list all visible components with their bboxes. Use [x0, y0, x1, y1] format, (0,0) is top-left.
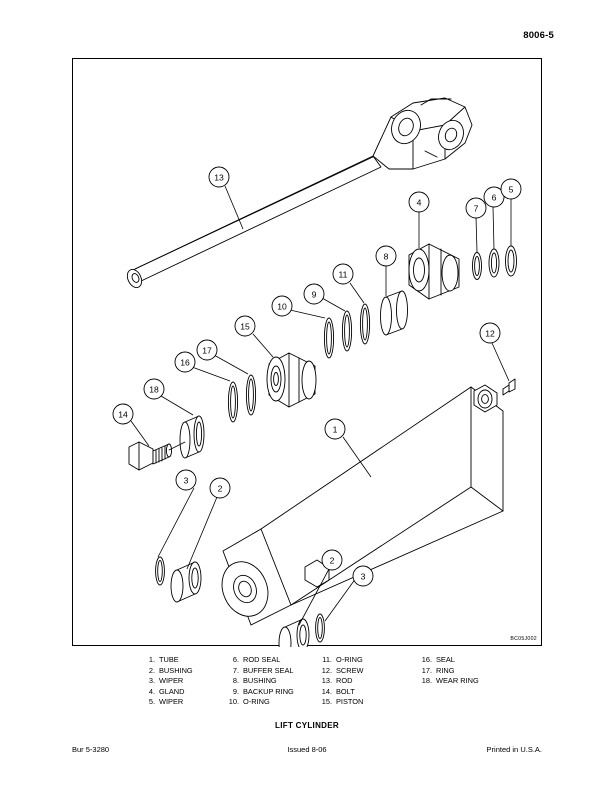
legend-item-label: TUBE	[159, 655, 179, 664]
legend-item	[224, 697, 294, 708]
legend-item	[317, 676, 364, 687]
legend-item-label: GLAND	[159, 686, 185, 696]
leader-10	[290, 310, 325, 318]
legend-item-number: 2.	[148, 665, 155, 675]
leader-6	[493, 207, 494, 249]
legend-item-label: WEAR RING	[436, 676, 479, 686]
legend-item-label: O-RING	[336, 655, 363, 664]
legend-item	[140, 655, 193, 666]
part-wiper-3b	[316, 614, 325, 642]
footer-bulletin: Bur 5-3280	[72, 745, 110, 754]
legend-column-2	[224, 655, 294, 708]
callout-13-label: 13	[214, 172, 224, 183]
legend-item	[417, 655, 479, 666]
leader-7	[476, 217, 477, 252]
legend-item-number: 15.	[321, 697, 332, 707]
legend-item	[140, 676, 193, 687]
figure-frame	[72, 58, 542, 646]
legend-item	[224, 655, 294, 666]
leader-9	[322, 298, 345, 311]
part-tube	[214, 385, 503, 625]
legend-item-number: 11.	[322, 655, 332, 664]
callout-16-label: 16	[180, 357, 190, 368]
legend-item-label: BOLT	[336, 686, 355, 696]
leader-18	[161, 396, 193, 415]
legend-item	[317, 655, 364, 666]
legend-item-number: 7.	[232, 665, 239, 675]
legend-column-1	[140, 655, 193, 708]
part-wear-ring-18	[180, 416, 204, 458]
leader-12	[492, 343, 509, 381]
legend-item-number: 3.	[148, 676, 155, 686]
legend-item-number: 1.	[148, 655, 155, 664]
part-bushing-8	[381, 291, 408, 335]
legend-item	[224, 676, 294, 687]
legend-item-label: BUFFER SEAL	[243, 665, 294, 675]
callout-1-label: 1	[332, 424, 338, 435]
legend-column-4	[417, 655, 479, 687]
legend-item-number: 9.	[232, 686, 239, 696]
legend-item-label: WIPER	[159, 697, 184, 707]
part-rod-clevis	[373, 98, 472, 169]
legend-item-label: ROD SEAL	[243, 655, 281, 664]
footer-issued: Issued 8-06	[287, 745, 327, 754]
part-screw-12	[503, 379, 515, 395]
legend-item-label: BUSHING	[243, 676, 277, 686]
legend-item-number: 4.	[148, 686, 155, 696]
part-wiper-5	[506, 246, 517, 276]
figure-code: BC05J002	[510, 636, 537, 642]
part-buffer-seal-7	[473, 253, 482, 280]
figure-caption: LIFT CYLINDER	[275, 721, 339, 730]
legend-item-number: 8.	[232, 676, 239, 686]
callout-14-label: 14	[118, 409, 128, 420]
callout-4-label: 4	[416, 197, 422, 208]
part-bushing-2a	[171, 562, 201, 602]
callout-18-label: 18	[149, 384, 159, 395]
part-seal-16	[228, 382, 237, 422]
leader-17	[214, 355, 248, 374]
legend-item	[224, 666, 294, 677]
callout-8-label: 8	[383, 251, 389, 262]
legend-item-number: 5.	[148, 697, 155, 707]
part-oring-11	[360, 304, 369, 344]
legend-item	[140, 687, 193, 698]
legend-item-label: RING	[436, 665, 455, 675]
legend-item-number: 6.	[232, 655, 239, 664]
parts-legend	[72, 655, 542, 730]
legend-item-label: BUSHING	[159, 665, 193, 675]
callout-2a-label: 2	[217, 483, 223, 494]
footer-printed: Printed in U.S.A.	[486, 745, 542, 754]
legend-item	[317, 697, 364, 708]
legend-item-number: 14.	[321, 686, 332, 696]
legend-item	[317, 666, 364, 677]
legend-item-label: SEAL	[436, 655, 455, 664]
legend-item-label: ROD	[336, 676, 353, 686]
callout-5-label: 5	[508, 184, 514, 195]
legend-column-3	[317, 655, 364, 708]
legend-item	[224, 687, 294, 698]
legend-item-number: 10.	[228, 697, 239, 707]
part-ring-17	[246, 375, 255, 415]
callout-17-label: 17	[202, 345, 212, 356]
page-number: 8006-5	[523, 30, 554, 41]
part-wiper-3a	[156, 557, 165, 585]
legend-item-label: WIPER	[159, 676, 184, 686]
legend-item-number: 12.	[321, 665, 332, 675]
part-gland	[409, 244, 459, 299]
legend-item	[417, 666, 479, 677]
callout-3a-label: 3	[183, 475, 189, 486]
callout-15-label: 15	[240, 321, 250, 332]
part-oring-10	[324, 318, 333, 358]
legend-item-number: 18.	[421, 676, 432, 686]
part-backup-ring-9	[342, 311, 351, 351]
callout-10-label: 10	[277, 301, 287, 312]
legend-item-label: PISTON	[336, 697, 364, 707]
callout-2b-label: 2	[329, 555, 335, 566]
legend-item-number: 13.	[321, 676, 332, 686]
leader-2a	[187, 497, 217, 569]
callout-9-label: 9	[311, 289, 317, 300]
legend-item	[317, 687, 364, 698]
legend-item	[417, 676, 479, 687]
leader-15	[253, 334, 273, 357]
part-bushing-2b	[279, 619, 309, 647]
leader-11	[350, 283, 364, 303]
legend-item	[140, 697, 193, 708]
part-piston-15	[267, 353, 316, 407]
legend-item-number: 16.	[421, 655, 432, 664]
legend-item-label: O-RING	[243, 697, 270, 707]
legend-item	[140, 666, 193, 677]
callout-11-label: 11	[338, 269, 348, 280]
callout-12-label: 12	[485, 328, 495, 339]
legend-item-number: 17.	[421, 665, 432, 675]
legend-item-label: BACKUP RING	[243, 686, 294, 696]
legend-item-label: SCREW	[336, 665, 364, 675]
leader-3a	[158, 488, 194, 557]
callout-7-label: 7	[473, 203, 479, 214]
leader-16	[192, 367, 230, 381]
part-bolt-14	[129, 442, 172, 470]
lift-cylinder-exploded-diagram	[73, 59, 543, 647]
callout-3b-label: 3	[360, 571, 366, 582]
part-rod-seal-6	[489, 249, 499, 277]
callout-6-label: 6	[491, 192, 497, 203]
